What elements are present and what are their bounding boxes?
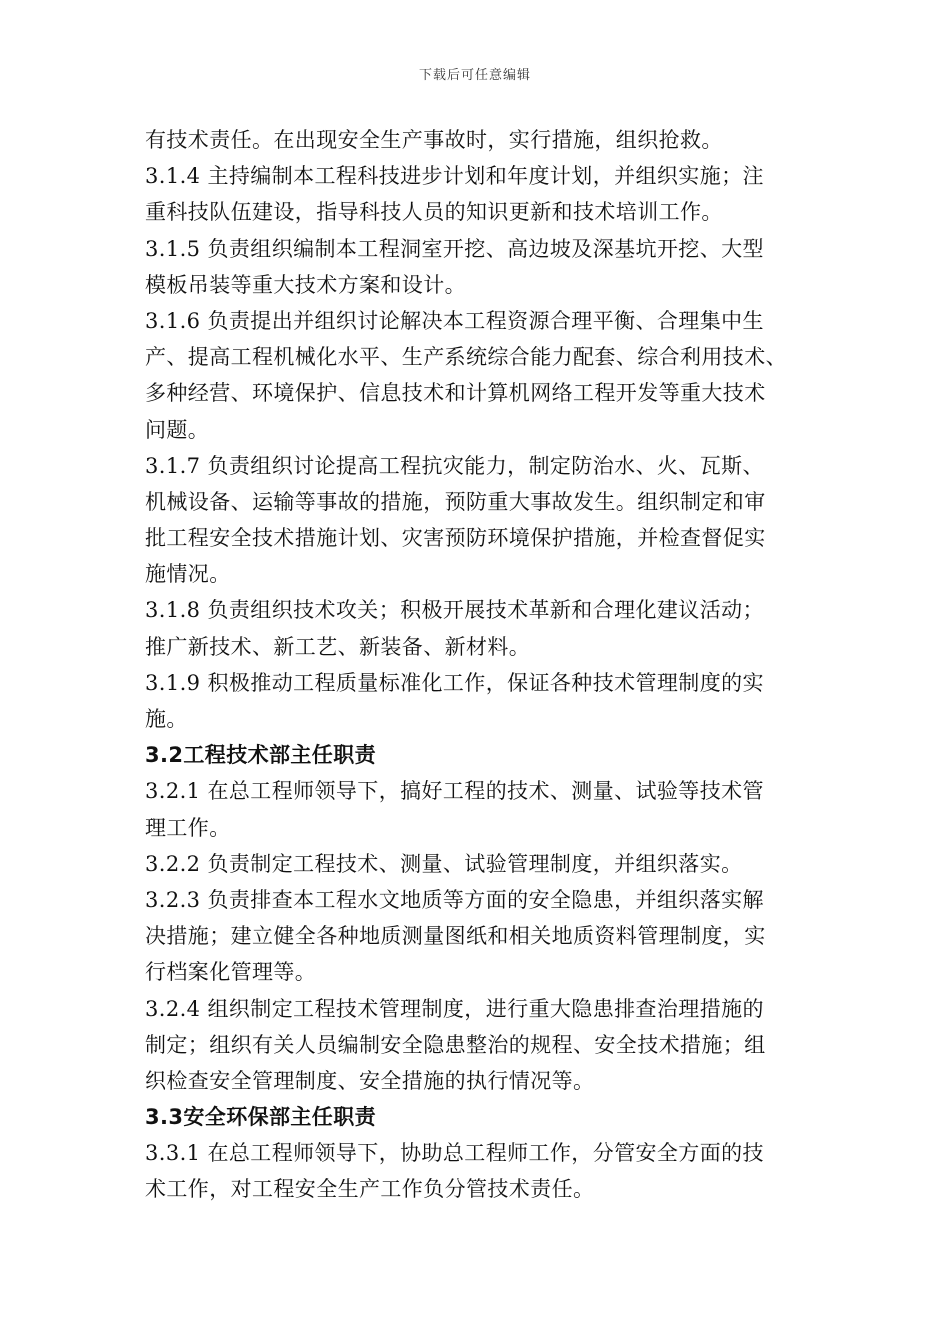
- text-line: 3.1.8 负责组织技术攻关；积极开展技术革新和合理化建议活动；: [145, 598, 764, 623]
- text-line: 施。: [145, 707, 188, 731]
- text-line: 3.1.5 负责组织编制本工程洞室开挖、高边坡及深基坑开挖、大型: [145, 236, 764, 261]
- text-line: 行档案化管理等。: [145, 960, 317, 985]
- text-line: 批工程安全技术措施计划、灾害预防环境保护措施，并检查督促实: [145, 526, 766, 551]
- text-line: 多种经营、环境保护、信息技术和计算机网络工程开发等重大技术: [145, 381, 766, 406]
- text-line: 3.2.1 在总工程师领导下，搞好工程的技术、测量、试验等技术管: [145, 779, 764, 804]
- text-line: 3.1.9 积极推动工程质量标准化工作，保证各种技术管理制度的实: [145, 670, 764, 695]
- text-line: 制定；组织有关人员编制安全隐患整治的规程、安全技术措施；组: [145, 1032, 766, 1057]
- text-line: 3.2.2 负责制定工程技术、测量、试验管理制度，并组织落实。: [145, 851, 743, 876]
- text-line: 3.2.4 组织制定工程技术管理制度，进行重大隐患排查治理措施的: [145, 996, 764, 1021]
- text-line: 织检查安全管理制度、安全措施的执行情况等。: [145, 1068, 595, 1093]
- text-line: 术工作，对工程安全生产工作负分管技术责任。: [145, 1177, 595, 1202]
- text-line: 3.1.6 负责提出并组织讨论解决本工程资源合理平衡、合理集中生: [145, 308, 764, 333]
- text-line: 3.2.3 负责排查本工程水文地质等方面的安全隐患，并组织落实解: [145, 887, 764, 912]
- section-heading: 3.3安全环保部主任职责: [145, 1105, 377, 1130]
- text-line: 推广新技术、新工艺、新装备、新材料。: [145, 634, 531, 659]
- text-line: 理工作。: [145, 815, 231, 840]
- section-heading: 3.2工程技术部主任职责: [145, 743, 377, 768]
- document-body: [145, 122, 813, 1208]
- text-line: 有技术责任。在出现安全生产事故时，实行措施，组织抢救。: [145, 128, 723, 152]
- text-line: 问题。: [145, 417, 210, 442]
- text-line: 重科技队伍建设，指导科技人员的知识更新和技术培训工作。: [145, 200, 723, 225]
- page-header: 下载后可任意编辑: [418, 68, 531, 83]
- text-line: 模板吊装等重大技术方案和设计。: [145, 272, 466, 297]
- text-line: 3.1.4 主持编制本工程科技进步计划和年度计划，并组织实施；注: [145, 164, 764, 189]
- text-line: 施情况。: [145, 562, 231, 587]
- text-line: 3.1.7 负责组织讨论提高工程抗灾能力，制定防治水、火、瓦斯、: [145, 453, 764, 478]
- text-line: 决措施；建立健全各种地质测量图纸和相关地质资料管理制度，实: [145, 924, 766, 949]
- text-line: 机械设备、运输等事故的措施，预防重大事故发生。组织制定和审: [145, 489, 766, 514]
- text-line: 3.3.1 在总工程师领导下，协助总工程师工作，分管安全方面的技: [145, 1141, 764, 1166]
- text-line: 产、提高工程机械化水平、生产系统综合能力配套、综合利用技术、: [145, 345, 787, 370]
